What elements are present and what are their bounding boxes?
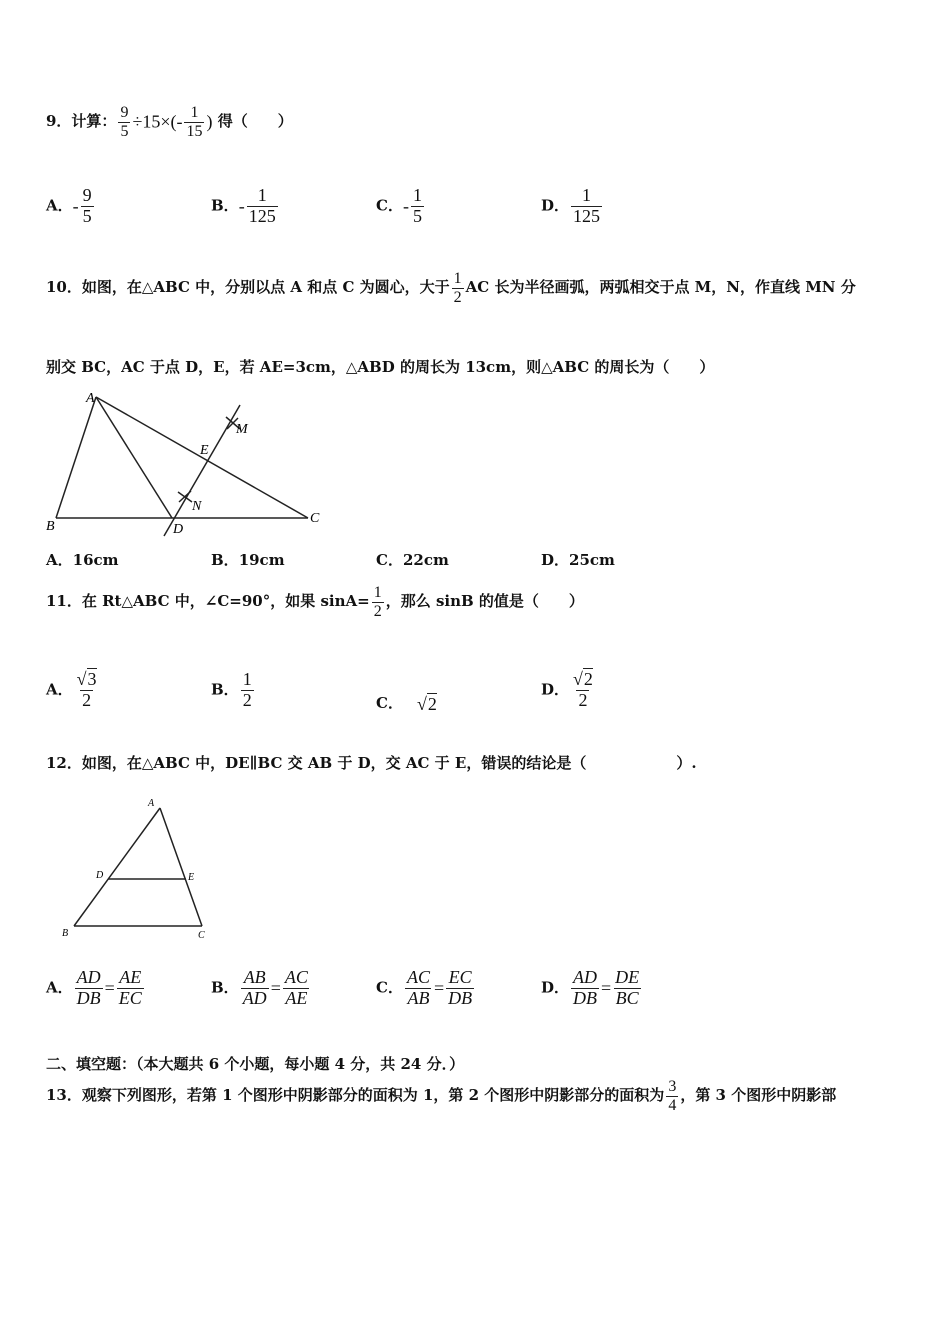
edge-ab [56, 397, 96, 518]
question-10-line1: 10．如图，在△ABC 中，分别以点 A 和点 C 为圆心，大于 $\frac{1}{2}$ AC 长为半径画弧，两弧相交于点 M，N，作直线 MN 分 [46, 270, 856, 306]
q9-option-d[interactable]: D． $\frac{1}{125}$ [541, 185, 601, 226]
question-9 [46, 104, 293, 140]
label-e: E [188, 872, 195, 883]
q9-suffix: 得（ ） [212, 112, 293, 131]
label-m: M [236, 422, 248, 437]
q11-option-c[interactable]: C． √2 [376, 693, 437, 714]
label-a: A [86, 391, 95, 406]
label-d: D [96, 870, 104, 881]
label-b: B [46, 519, 55, 534]
question-12: 12．如图，在△ABC 中，DE∥BC 交 AB 于 D，交 AC 于 E，错误的结论是（ ）. [46, 754, 697, 772]
segment-ad [96, 397, 172, 518]
q9-option-a[interactable]: A．- $\frac{9}{5}$ [46, 185, 92, 226]
label-d: D [173, 522, 184, 537]
q11-option-d[interactable]: D． $\frac{√2}{2}$ [541, 669, 593, 710]
edge-ab [74, 808, 160, 926]
question-10-line2: 别交 BC，AC 于点 D，E，若 AE=3cm，△ABD 的周长为 13cm，则△ABC 的周长为（ ） [46, 358, 715, 376]
label-c: C [198, 930, 205, 941]
q11-option-a[interactable]: A． $\frac{√3}{2}$ [46, 669, 97, 710]
q9-prefix: 9．计算： [46, 112, 117, 131]
q9-expr-close: ) [206, 111, 213, 132]
q9-fraction-1: $\frac{9}{5}$ [120, 104, 129, 140]
question-11: 11．在 Rt△ABC 中，∠C=90°，如果 sinA= $\frac{1}{2}$ ，那么 sinB 的值是（ ） [46, 584, 584, 620]
q9-option-c[interactable]: C．- $\frac{1}{5}$ [376, 185, 422, 226]
label-c: C [310, 511, 320, 526]
q12-triangle-figure [56, 792, 216, 946]
q10-triangle-figure [40, 388, 330, 538]
edge-ac [160, 808, 202, 926]
q12-option-c[interactable]: C． $\frac{AC}{AB}$ = $\frac{EC}{DB}$ [376, 967, 473, 1008]
q9-fraction-2: $\frac{1}{15}$ [186, 104, 203, 140]
q9-option-b[interactable]: B．- $\frac{1}{125}$ [211, 185, 276, 226]
q9-expr-mid: ÷15×(- [132, 111, 183, 132]
q11-option-b[interactable]: B． $\frac{1}{2}$ [211, 669, 252, 710]
label-b: B [62, 928, 69, 939]
question-13: 13．观察下列图形，若第 1 个图形中阴影部分的面积为 1，第 2 个图形中阴影部分的面积为 $\frac{3}{4}$ ，第 3 个图形中阴影部 [46, 1078, 837, 1114]
line-mn [164, 405, 240, 536]
label-n: N [192, 499, 202, 514]
label-a: A [148, 798, 155, 809]
q12-option-b[interactable]: B． $\frac{AB}{AD}$ = $\frac{AC}{AE}$ [211, 967, 308, 1008]
q10-option-b[interactable]: B．19cm [211, 551, 285, 569]
section-2-title: 二、填空题：（本大题共 6 个小题，每小题 4 分，共 24 分．） [46, 1055, 465, 1073]
q10-option-c[interactable]: C．22cm [376, 551, 449, 569]
q10-option-d[interactable]: D．25cm [541, 551, 615, 569]
q12-option-a[interactable]: A． $\frac{AD}{DB}$ = $\frac{AE}{EC}$ [46, 967, 142, 1008]
q10-option-a[interactable]: A．16cm [46, 551, 119, 569]
label-e: E [200, 443, 209, 458]
q12-option-d[interactable]: D． $\frac{AD}{DB}$ = $\frac{DE}{BC}$ [541, 967, 640, 1008]
